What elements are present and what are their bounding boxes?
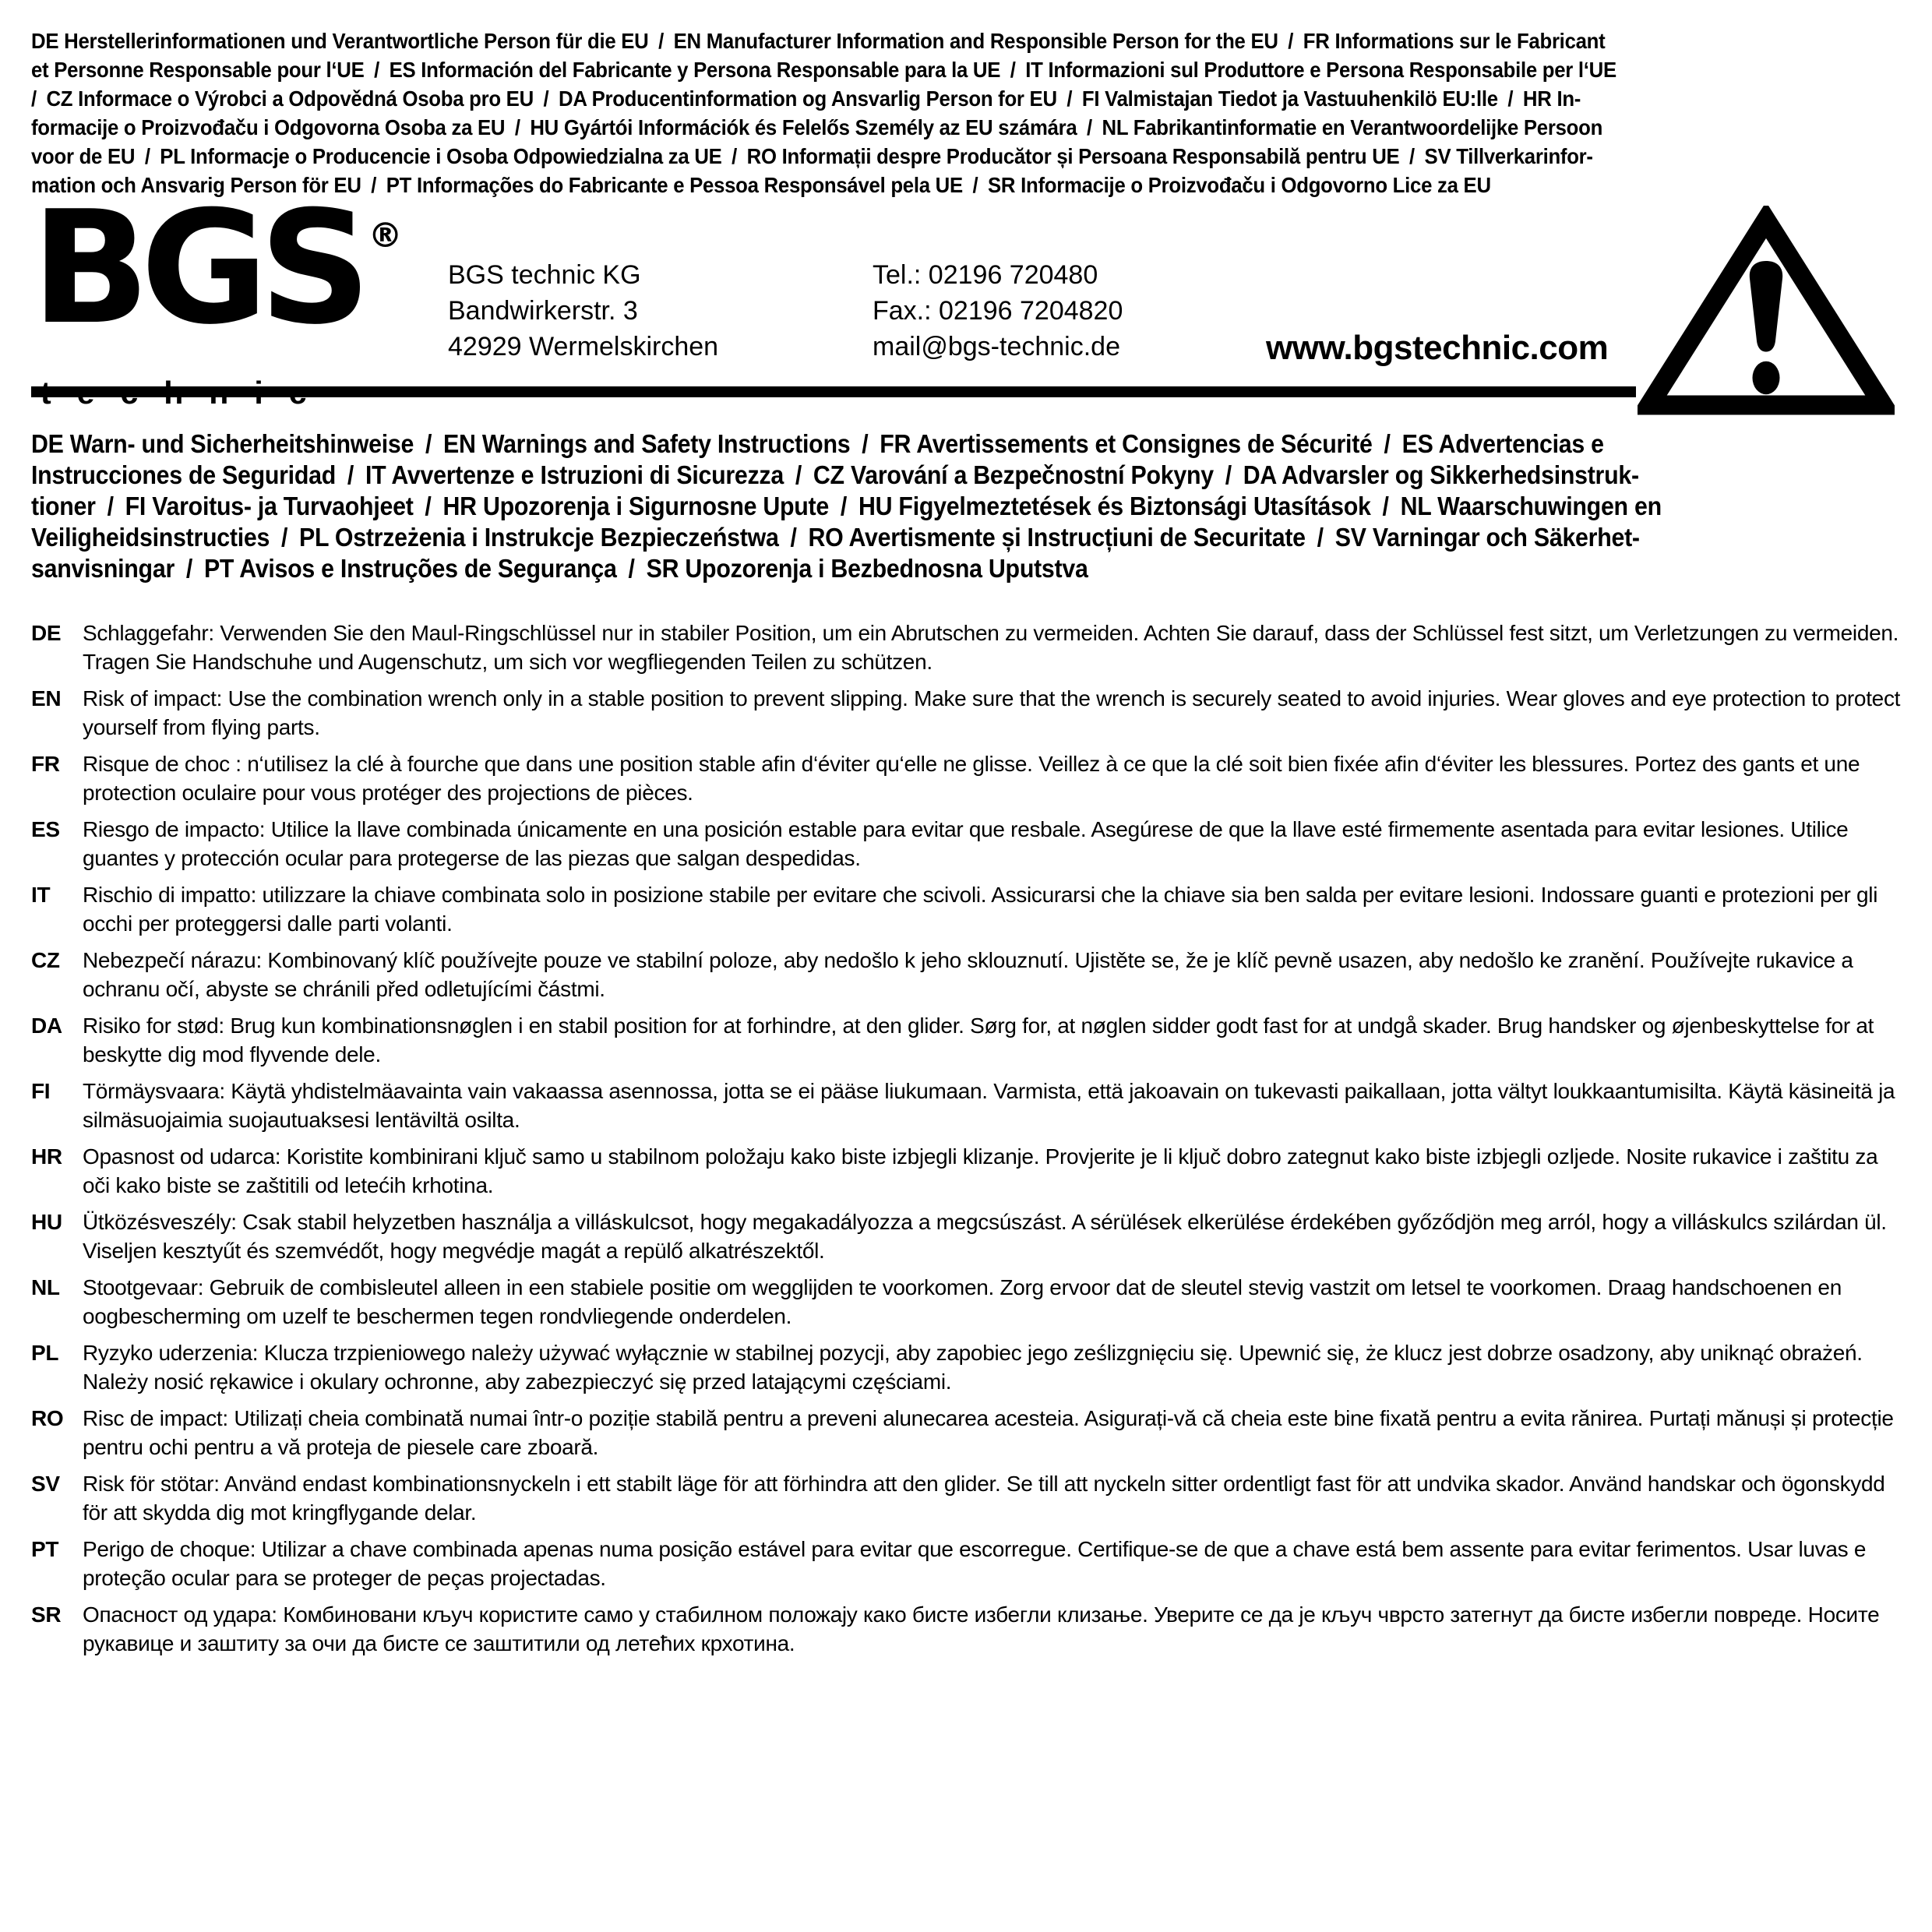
warnings-list (31, 619, 1901, 1658)
warnings-title-line: Instrucciones de Seguridad / IT Avvertenze e Istruzioni di Sicurezza / CZ Varování a Bezpečnostní Pokyny / DA Advarsler og Sikkerhedsinstruk- (31, 460, 1639, 489)
warning-item-nl (31, 1273, 1901, 1331)
language-code: PL (31, 1341, 59, 1365)
language-code: FR (31, 752, 60, 776)
language-code: CZ (31, 948, 60, 972)
warning-item-hr (31, 1142, 1901, 1200)
company-address (448, 257, 718, 365)
warning-text: Risque de choc : n‘utilisez la clé à fourche que dans une position stable afin d‘éviter qu‘elle ne glisse. Veillez à ce que la clé soit bien fixée afin d‘éviter les blessures. Portez des gants et une protection oculaire pour vous protéger des projections de pièces. (83, 752, 1860, 805)
language-code: DA (31, 1014, 62, 1038)
company-tel: Tel.: 02196 720480 (873, 260, 1098, 290)
manufacturer-info-header (31, 26, 1901, 199)
warning-item-pl (31, 1338, 1901, 1396)
header-line: mation och Ansvarig Person för EU / PT Informações do Fabricante e Pessoa Responsável pela UE / SR Informacije o Proizvođaču i Odgovorno Lice za EU (31, 173, 1491, 197)
warnings-title-line: sanvisningar / PT Avisos e Instruções de Segurança / SR Upozorenja i Bezbednosna Uputstva (31, 554, 1088, 583)
header-line: / CZ Informace o Výrobci a Odpovědná Osoba pro EU / DA Producentinformation og Ansvarlig Person for EU / FI Valmistajan Tiedot ja Vastuuhenkilö EU:lle / HR In- (31, 86, 1581, 111)
warnings-title-line: tioner / FI Varoitus- ja Turvaohjeet / HR Upozorenja i Sigurnosne Upute / HU Figyelmeztetések és Biztonsági Utasítások / NL Waarschuwingen en (31, 492, 1662, 520)
bgs-logo (31, 178, 403, 411)
warning-item-ro (31, 1404, 1901, 1461)
company-contact (873, 257, 1123, 365)
company-name: BGS technic KG (448, 260, 641, 290)
warning-item-sv (31, 1469, 1901, 1527)
warning-text: Nebezpečí nárazu: Kombinovaný klíč používejte pouze ve stabilní poloze, aby nedošlo k jeho sklouznutí. Ujistěte se, že je klíč pevně usazen, aby nedošlo ke zranění. Používejte rukavice a ochranu očí, abyste se chránili před odletujícími částmi. (83, 948, 1853, 1001)
registered-trademark-symbol: ® (368, 216, 403, 256)
warning-text: Stootgevaar: Gebruik de combisleutel alleen in een stabiele positie om wegglijden te voorkomen. Zorg ervoor dat de sleutel stevig vastzit om letsel te voorkomen. Draag handschoenen en oogbescherming om uzelf te beschermen tegen rondvliegende onderdelen. (83, 1275, 1842, 1328)
warning-text: Risc de impact: Utilizați cheia combinată numai într-o poziție stabilă pentru a preveni alunecarea acesteia. Asigurați-vă că cheia este bine fixată pentru a evita rănirea. Purtați mănuși și protecție pentru ochi pentru a vă proteja de piesele care zboară. (83, 1406, 1894, 1459)
warning-item-hu (31, 1208, 1901, 1265)
warning-text: Riesgo de impacto: Utilice la llave combinada únicamente en una posición estable para evitar que resbale. Asegúrese de que la llave esté firmemente asentada para evitar lesiones. Utilice guantes y protección ocular para protegerse de las piezas que salgan despedidas. (83, 817, 1849, 870)
warning-text: Ütközésveszély: Csak stabil helyzetben használja a villáskulcsot, hogy megakadályozza a megcsúszást. A sérülések elkerülése érdekében győződjön meg arról, hogy a villáskulcs szilárdan ül. Viseljen kesztyűt és szemvédőt, hogy megvédje magát a repülő alkatrészektől. (83, 1210, 1887, 1263)
language-code: EN (31, 686, 62, 710)
warning-item-es (31, 815, 1901, 873)
company-street: Bandwirkerstr. 3 (448, 296, 638, 326)
company-fax: Fax.: 02196 7204820 (873, 296, 1123, 326)
language-code: RO (31, 1406, 64, 1430)
bgs-logo-wordmark (31, 178, 403, 372)
language-code: ES (31, 817, 60, 841)
warning-text: Risk of impact: Use the combination wrench only in a stable position to prevent slipping. Make sure that the wrench is securely seated to avoid injuries. Wear gloves and eye protection to protect yourself from flying parts. (83, 686, 1901, 739)
language-code: HR (31, 1144, 62, 1169)
warning-triangle-icon (1638, 206, 1895, 418)
warning-item-fi (31, 1077, 1901, 1134)
warning-item-it (31, 880, 1901, 938)
warning-text: Risk för stötar: Använd endast kombinationsnyckeln i ett stabilt läge för att förhindra att den glider. Se till att nyckeln sitter ordentligt fast för att undvika skador. Använd handskar och ögonskydd för att skydda dig mot kringflygande delar. (83, 1472, 1885, 1525)
company-email: mail@bgs-technic.de (873, 332, 1120, 361)
language-code: SR (31, 1602, 62, 1627)
language-code: FI (31, 1079, 51, 1103)
warning-item-da (31, 1011, 1901, 1069)
header-line: voor de EU / PL Informacje o Producencie i Osoba Odpowiedzialna za UE / RO Informații despre Producător și Persoana Responsabilă pentru UE / SV Tillverkarinfor- (31, 144, 1593, 168)
company-website: www.bgstechnic.com (1266, 329, 1609, 367)
header-line: formacije o Proizvođaču i Odgovorna Osoba za EU / HU Gyártói Információk és Felelős Személy az EU számára / NL Fabrikantinformatie en Verantwoordelijke Persoon (31, 115, 1603, 139)
company-city: 42929 Wermelskirchen (448, 332, 719, 361)
language-code: SV (31, 1472, 60, 1496)
warning-item-pt (31, 1535, 1901, 1592)
warning-item-en (31, 684, 1901, 742)
warnings-title-line: DE Warn- und Sicherheitshinweise / EN Warnings and Safety Instructions / FR Avertissements et Consignes de Sécurité / ES Advertencias e (31, 429, 1604, 458)
warning-item-fr (31, 749, 1901, 807)
bgs-logo-technic-text: technic (41, 375, 333, 411)
language-code: NL (31, 1275, 60, 1299)
header-line: et Personne Responsable pour l‘UE / ES Información del Fabricante y Persona Responsable para la UE / IT Informazioni sul Produttore e Persona Responsabile per l‘UE (31, 58, 1616, 82)
warning-text: Perigo de choque: Utilizar a chave combinada apenas numa posição estável para evitar que escorregue. Certifique-se de que a chave está bem assente para evitar ferimentos. Usar luvas e proteção ocular para se proteger de peças projectadas. (83, 1537, 1867, 1590)
warning-text: Törmäysvaara: Käytä yhdistelmäavainta vain vakaassa asennossa, jotta se ei pääse liukumaan. Varmista, että jakoavain on tukevasti paikallaan, jotta vältyt loukkaantumisilta. Käytä käsineitä ja silmäsuojaimia suojautuaksesi lentäviltä osilta. (83, 1079, 1895, 1132)
warning-text: Opasnost od udarca: Koristite kombinirani ključ samo u stabilnom položaju kako biste izbjegli klizanje. Provjerite je li ključ dobro zategnut kako biste izbjegli ozljede. Nosite rukavice i zaštitu za oči kako biste se zaštitili od letećih krhotina. (83, 1144, 1878, 1197)
warning-text: Schlaggefahr: Verwenden Sie den Maul-Ringschlüssel nur in stabiler Position, um ein Abrutschen zu vermeiden. Achten Sie darauf, dass der Schlüssel fest sitzt, um Verletzungen zu vermeiden. Tragen Sie Handschuhe und Augenschutz, um sich vor wegfliegenden Teilen zu schützen. (83, 621, 1899, 674)
warning-item-sr (31, 1600, 1901, 1658)
language-code: DE (31, 621, 62, 645)
language-code: PT (31, 1537, 59, 1561)
bgs-logo-text: BGS (31, 178, 362, 359)
warning-item-de (31, 619, 1901, 676)
warning-item-cz (31, 946, 1901, 1003)
language-code: HU (31, 1210, 62, 1234)
warning-text: Ryzyko uderzenia: Klucza trzpieniowego należy używać wyłącznie w stabilnej pozycji, aby zapobiec jego ześlizgnięciu się. Upewnić się, że klucz jest dobrze osadzony, aby uniknąć obrażeń. Należy nosić rękawice i okulary ochronne, aby zabezpieczyć się przed latającymi częściami. (83, 1341, 1863, 1394)
warnings-title (31, 428, 1901, 584)
warning-text: Rischio di impatto: utilizzare la chiave combinata solo in posizione stabile per evitare che scivoli. Assicurarsi che la chiave sia ben salda per evitare lesioni. Indossare guanti e protezioni per gli occhi per proteggersi dalle parti volanti. (83, 883, 1878, 936)
warnings-title-line: Veiligheidsinstructies / PL Ostrzeżenia i Instrukcje Bezpieczeństwa / RO Avertismente și Instrucțiuni de Securitate / SV Varningar och Säkerhet- (31, 523, 1640, 552)
warning-text: Risiko for stød: Brug kun kombinationsnøglen i en stabil position for at forhindre, at den glider. Sørg for, at nøglen sidder godt fast for at undgå skader. Brug handsker og øjenbeskyttelse for at beskytte dig mod flyvende dele. (83, 1014, 1874, 1066)
header-line: DE Herstellerinformationen und Verantwortliche Person für die EU / EN Manufacturer Information and Responsible Person for the EU / FR Informations sur le Fabricant (31, 29, 1606, 53)
language-code: IT (31, 883, 51, 907)
warning-text: Опасност од удара: Комбиновани кључ користите само у стабилном положају како бисте избегли клизање. Уверите се да је кључ чврсто затегнут да бисте избегли повреде. Носите рукавице и заштиту за очи да бисте се заштитили од летећих крхотина. (83, 1602, 1880, 1655)
